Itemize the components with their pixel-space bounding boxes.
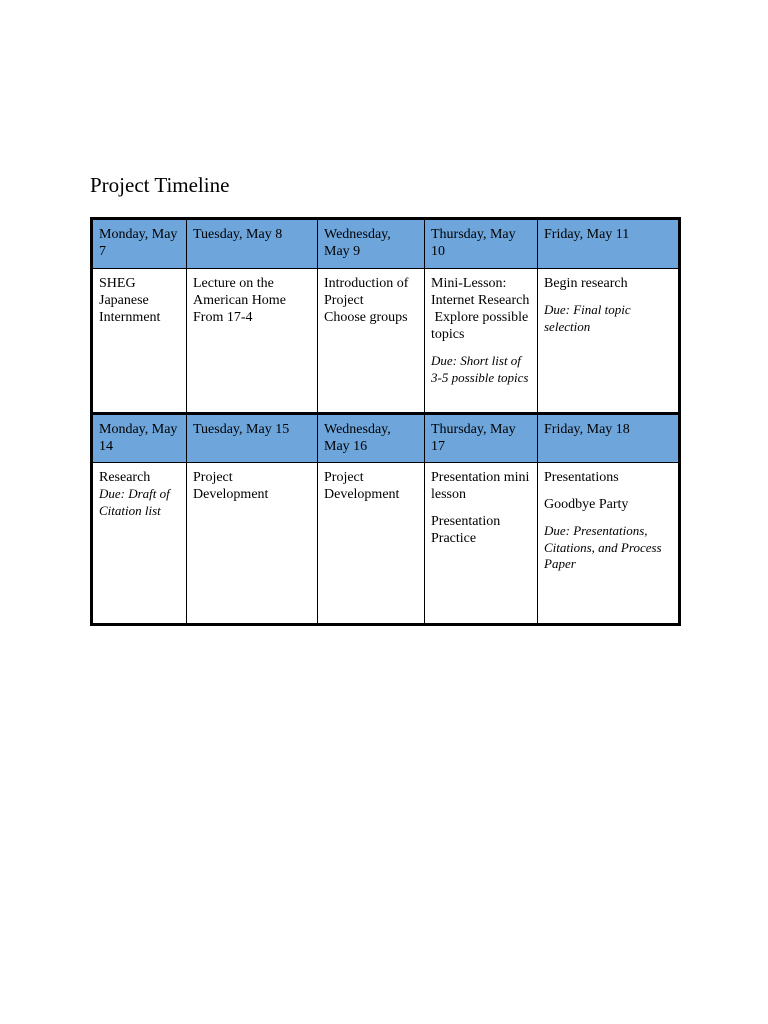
day-header: Monday, May 14: [92, 414, 187, 463]
activity-line: American Home: [193, 293, 286, 308]
activity-line: Development: [324, 487, 400, 502]
activity-cell: [425, 463, 538, 625]
activity-line: Japanese: [99, 293, 149, 308]
activity-line: Goodbye Party: [544, 497, 629, 512]
activity-line: Lecture on the: [193, 276, 274, 291]
activity-cell: [187, 269, 318, 414]
due-note: Due: Final topic selection: [544, 302, 631, 334]
day-header: Tuesday, May 15: [187, 414, 318, 463]
activity-cell: [538, 269, 680, 414]
activity-cell: [187, 463, 318, 625]
activity-cell: [318, 269, 425, 414]
day-header: Wednesday, May 16: [318, 414, 425, 463]
activity-cell: [318, 463, 425, 625]
activity-line: Project Development: [193, 470, 269, 502]
day-header: Thursday, May 10: [425, 219, 538, 269]
activity-line: From 17-4: [193, 310, 253, 325]
day-header: Wednesday, May 9: [318, 219, 425, 269]
activity-line: Internet Research: [431, 293, 530, 308]
activity-line: Presentation Practice: [431, 514, 501, 546]
activity-cell: [92, 463, 187, 625]
activity-cell: [538, 463, 680, 625]
activity-line: Explore possible: [431, 310, 529, 325]
due-note: Due: Short list of 3-5 possible topics: [431, 353, 529, 385]
week-1-activity-row: [92, 269, 680, 414]
week-2-activity-row: [92, 463, 680, 625]
activity-line: Begin research: [544, 276, 628, 291]
activity-line: Research: [99, 470, 151, 485]
activity-line: Presentations: [544, 470, 619, 485]
week-2-header-row: [92, 414, 680, 463]
page-title: Project Timeline: [90, 173, 230, 197]
due-note: Due: Draft of Citation list: [99, 486, 170, 518]
activity-line: Presentation mini lesson: [431, 470, 530, 502]
activity-line: topics: [431, 327, 465, 342]
day-header: Monday, May 7: [92, 219, 187, 269]
activity-cell: [425, 269, 538, 414]
day-header: Thursday, May 17: [425, 414, 538, 463]
day-header: Friday, May 11: [538, 219, 680, 269]
activity-line: SHEG: [99, 276, 136, 291]
activity-line: Internment: [99, 310, 161, 325]
activity-line: Project: [324, 293, 364, 308]
due-note: Due: Presentations, Citations, and Process Paper: [544, 523, 662, 571]
day-header: Friday, May 18: [538, 414, 680, 463]
timeline-table: [90, 217, 681, 626]
activity-line: Choose groups: [324, 310, 408, 325]
day-header: Tuesday, May 8: [187, 219, 318, 269]
activity-line: Mini-Lesson:: [431, 276, 507, 291]
activity-cell: [92, 269, 187, 414]
week-1-header-row: [92, 219, 680, 269]
activity-line: Project: [324, 470, 364, 485]
activity-line: Introduction of: [324, 276, 409, 291]
